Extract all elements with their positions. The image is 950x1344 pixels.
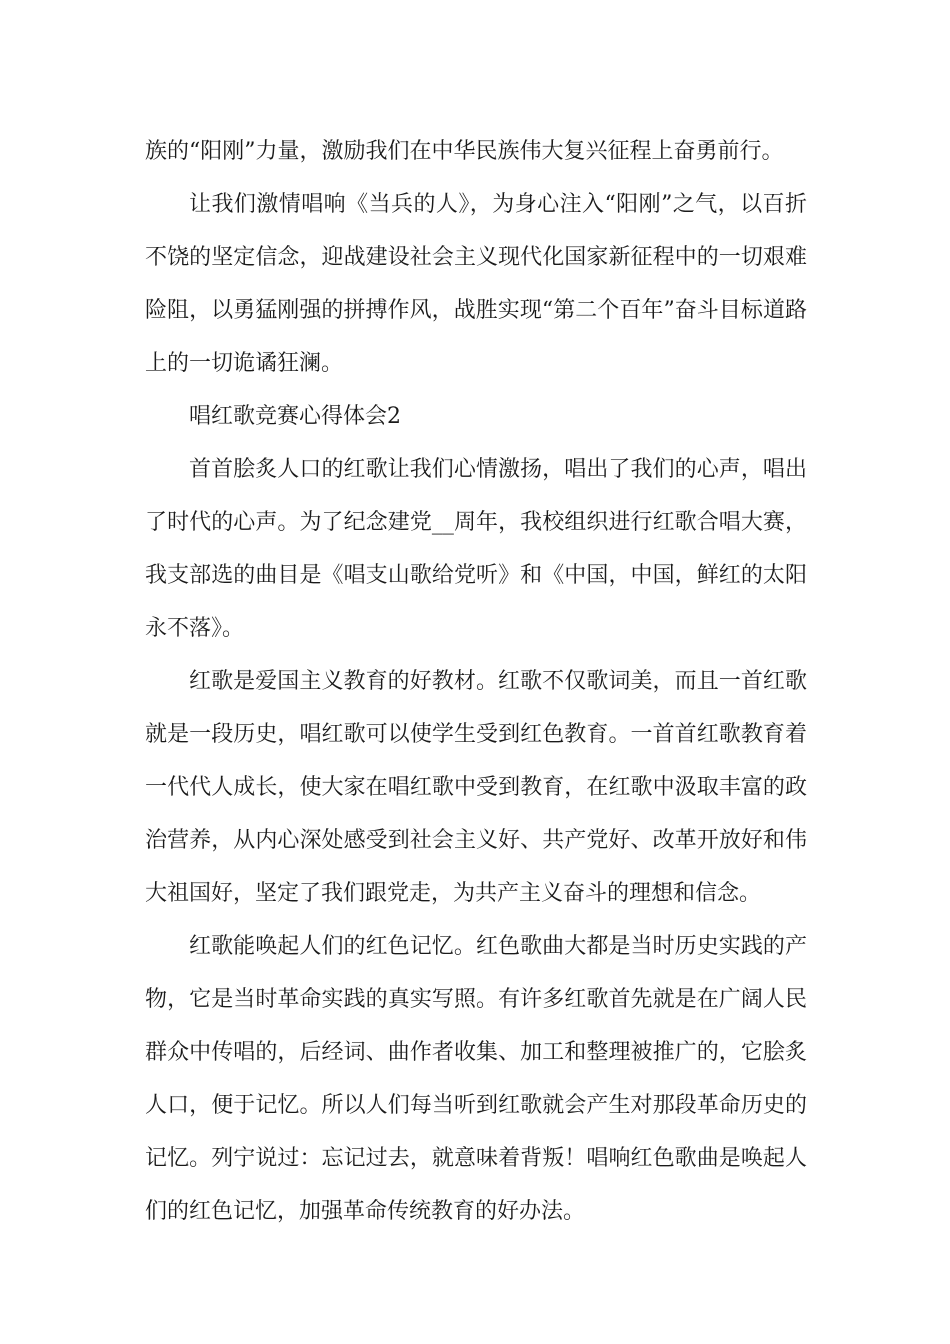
paragraph-dang-bing-de-ren: 让我们激情唱响《当兵的人》，为身心注入“阳刚”之气，以百折不饶的坚定信念，迎战建设社会主义现代化国家新征程中的一切艰难险阻，以勇猛刚强的拼搏作风，战胜实现“第二个百年”奋斗目标道路上的一切诡谲狂澜。 <box>145 192 807 376</box>
paragraph-red-memory: 红歌能唤起人们的红色记忆。红色歌曲大都是当时历史实践的产物，它是当时革命实践的真实写照。有许多红歌首先就是在广阔人民群众中传唱的，后经词、曲作者收集、加工和整理被推广的，它脍炙人口，便于记忆。所以人们每当听到红歌就会产生对那段革命历史的记忆。列宁说过：忘记过去，就意味着背叛！唱响红色歌曲是唤起人们的红色记忆，加强革命传统教育的好办法。 <box>145 934 807 1224</box>
paragraph-red-song-contest: 首首脍炙人口的红歌让我们心情激扬，唱出了我们的心声，唱出了时代的心声。为了纪念建党__周年，我校组织进行红歌合唱大赛，我支部选的曲目是《唱支山歌给党听》和《中国，中国，鲜红的太阳永不落》。 <box>145 457 807 641</box>
paragraph-patriotic-education: 红歌是爱国主义教育的好教材。红歌不仅歌词美，而且一首红歌就是一段历史，唱红歌可以使学生受到红色教育。一首首红歌教育着一代代人成长，使大家在唱红歌中受到教育，在红歌中汲取丰富的政治营养，从内心深处感受到社会主义好、共产党好、改革开放好和伟大祖国好，坚定了我们跟党走，为共产主义奋斗的理想和信念。 <box>145 669 807 906</box>
document-body <box>145 125 807 1238</box>
section-heading: 唱红歌竞赛心得体会2 <box>189 404 401 429</box>
paragraph-continuation: 族的“阳刚”力量，激励我们在中华民族伟大复兴征程上奋勇前行。 <box>145 139 784 164</box>
